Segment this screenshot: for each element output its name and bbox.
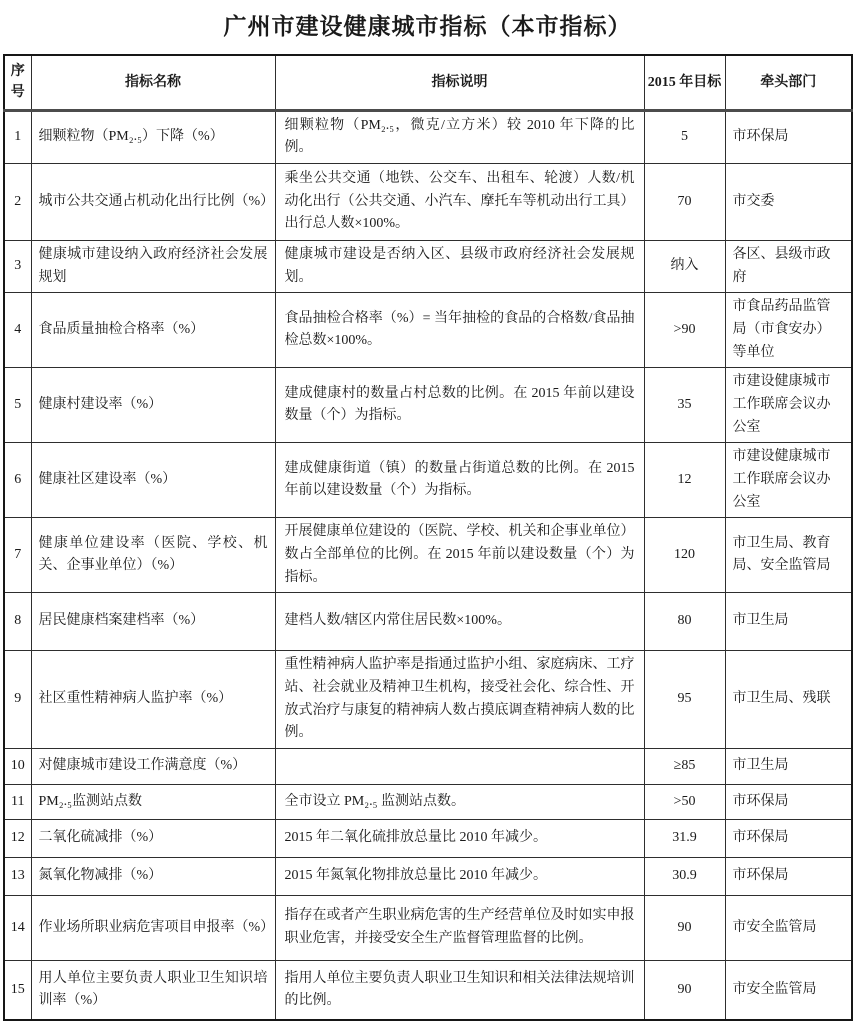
target-cell: 纳入 <box>644 240 725 292</box>
seq-cell: 10 <box>4 748 31 784</box>
indicator-description-cell: 开展健康单位建设的（医院、学校、机关和企事业单位）数占全部单位的比例。在 2015 年前以建设数量（个）为指标。 <box>275 518 644 593</box>
seq-cell: 8 <box>4 593 31 651</box>
department-cell: 市环保局 <box>725 784 852 819</box>
seq-cell: 11 <box>4 784 31 819</box>
table-row <box>4 819 852 857</box>
indicator-description-cell: 指存在或者产生职业病危害的生产经营单位及时如实申报职业危害，并接受安全生产监督管理监督的比例。 <box>275 895 644 960</box>
indicator-description-cell: 建成健康街道（镇）的数量占街道总数的比例。在 2015 年前以建设数量（个）为指标。 <box>275 443 644 518</box>
indicator-name-cell: 社区重性精神病人监护率（%） <box>31 651 275 749</box>
table-row <box>4 240 852 292</box>
indicator-description-cell: 建成健康村的数量占村总数的比例。在 2015 年前以建设数量（个）为指标。 <box>275 368 644 443</box>
seq-cell: 3 <box>4 240 31 292</box>
header-target-2015: 2015 年目标 <box>644 55 725 110</box>
header-indicator-name: 指标名称 <box>31 55 275 110</box>
target-cell: >50 <box>644 784 725 819</box>
table-row <box>4 293 852 368</box>
indicator-description-cell <box>275 748 644 784</box>
indicator-description-cell: 2015 年氮氧化物排放总量比 2010 年减少。 <box>275 857 644 895</box>
department-cell: 市环保局 <box>725 110 852 163</box>
header-indicator-description: 指标说明 <box>275 55 644 110</box>
table-body <box>4 110 852 1020</box>
indicator-name-cell: 居民健康档案建档率（%） <box>31 593 275 651</box>
indicator-description-cell: 全市设立 PM₂.₅ 监测站点数。 <box>275 784 644 819</box>
target-cell: 5 <box>644 110 725 163</box>
target-cell: 70 <box>644 163 725 240</box>
table-row <box>4 518 852 593</box>
indicators-table <box>3 54 853 1021</box>
target-cell: 12 <box>644 443 725 518</box>
department-cell: 各区、县级市政府 <box>725 240 852 292</box>
seq-cell: 9 <box>4 651 31 749</box>
seq-cell: 2 <box>4 163 31 240</box>
seq-cell: 14 <box>4 895 31 960</box>
indicator-name-cell: 城市公共交通占机动化出行比例（%） <box>31 163 275 240</box>
indicator-name-cell: 氮氧化物减排（%） <box>31 857 275 895</box>
table-row <box>4 784 852 819</box>
table-row <box>4 748 852 784</box>
table-row <box>4 368 852 443</box>
header-lead-department: 牵头部门 <box>725 55 852 110</box>
department-cell: 市建设健康城市工作联席会议办公室 <box>725 368 852 443</box>
target-cell: 95 <box>644 651 725 749</box>
target-cell: >90 <box>644 293 725 368</box>
indicator-name-cell: 细颗粒物（PM₂.₅）下降（%） <box>31 110 275 163</box>
target-cell: 30.9 <box>644 857 725 895</box>
indicator-name-cell: 健康村建设率（%） <box>31 368 275 443</box>
indicator-name-cell: 二氧化硫减排（%） <box>31 819 275 857</box>
indicator-description-cell: 指用人单位主要负责人职业卫生知识和相关法律法规培训的比例。 <box>275 960 644 1020</box>
table-row <box>4 110 852 163</box>
department-cell: 市交委 <box>725 163 852 240</box>
indicator-description-cell: 2015 年二氧化硫排放总量比 2010 年减少。 <box>275 819 644 857</box>
header-seq: 序号 <box>4 55 31 110</box>
seq-cell: 12 <box>4 819 31 857</box>
department-cell: 市卫生局、教育局、安全监管局 <box>725 518 852 593</box>
seq-cell: 15 <box>4 960 31 1020</box>
indicator-description-cell: 健康城市建设是否纳入区、县级市政府经济社会发展规划。 <box>275 240 644 292</box>
department-cell: 市卫生局 <box>725 593 852 651</box>
indicator-description-cell: 食品抽检合格率（%）= 当年抽检的食品的合格数/食品抽检总数×100%。 <box>275 293 644 368</box>
table-row <box>4 593 852 651</box>
seq-cell: 7 <box>4 518 31 593</box>
target-cell: 120 <box>644 518 725 593</box>
department-cell: 市食品药品监管局（市食安办）等单位 <box>725 293 852 368</box>
indicator-description-cell: 重性精神病人监护率是指通过监护小组、家庭病床、工疗站、社会就业及精神卫生机构，接受社会化、综合性、开放式治疗与康复的精神病人数占摸底调查精神病人数的比例。 <box>275 651 644 749</box>
table-row <box>4 895 852 960</box>
target-cell: ≥85 <box>644 748 725 784</box>
indicator-name-cell: 用人单位主要负责人职业卫生知识培训率（%） <box>31 960 275 1020</box>
department-cell: 市卫生局 <box>725 748 852 784</box>
page-title: 广州市建设健康城市指标（本市指标） <box>223 14 632 39</box>
indicator-name-cell: 作业场所职业病危害项目申报率（%） <box>31 895 275 960</box>
seq-cell: 4 <box>4 293 31 368</box>
seq-cell: 5 <box>4 368 31 443</box>
target-cell: 80 <box>644 593 725 651</box>
table-row <box>4 163 852 240</box>
header-row <box>4 55 852 110</box>
table-row <box>4 651 852 749</box>
table-row <box>4 857 852 895</box>
indicator-name-cell: 健康单位建设率（医院、学校、机关、企事业单位）（%） <box>31 518 275 593</box>
department-cell: 市环保局 <box>725 857 852 895</box>
table-row <box>4 960 852 1020</box>
department-cell: 市安全监管局 <box>725 960 852 1020</box>
document-page <box>0 8 855 1009</box>
target-cell: 35 <box>644 368 725 443</box>
indicator-name-cell: 对健康城市建设工作满意度（%） <box>31 748 275 784</box>
department-cell: 市建设健康城市工作联席会议办公室 <box>725 443 852 518</box>
target-cell: 90 <box>644 895 725 960</box>
target-cell: 90 <box>644 960 725 1020</box>
department-cell: 市安全监管局 <box>725 895 852 960</box>
indicator-description-cell: 乘坐公共交通（地铁、公交车、出租车、轮渡）人数/机动化出行（公共交通、小汽车、摩托车等机动出行工具）出行总人数×100%。 <box>275 163 644 240</box>
indicator-name-cell: 健康城市建设纳入政府经济社会发展规划 <box>31 240 275 292</box>
indicator-name-cell: 食品质量抽检合格率（%） <box>31 293 275 368</box>
indicator-description-cell: 建档人数/辖区内常住居民数×100%。 <box>275 593 644 651</box>
indicator-name-cell: PM₂.₅监测站点数 <box>31 784 275 819</box>
target-cell: 31.9 <box>644 819 725 857</box>
indicator-name-cell: 健康社区建设率（%） <box>31 443 275 518</box>
seq-cell: 6 <box>4 443 31 518</box>
seq-cell: 1 <box>4 110 31 163</box>
department-cell: 市环保局 <box>725 819 852 857</box>
seq-cell: 13 <box>4 857 31 895</box>
table-row <box>4 443 852 518</box>
indicator-description-cell: 细颗粒物（PM₂.₅，微克/立方米）较 2010 年下降的比例。 <box>275 110 644 163</box>
department-cell: 市卫生局、残联 <box>725 651 852 749</box>
